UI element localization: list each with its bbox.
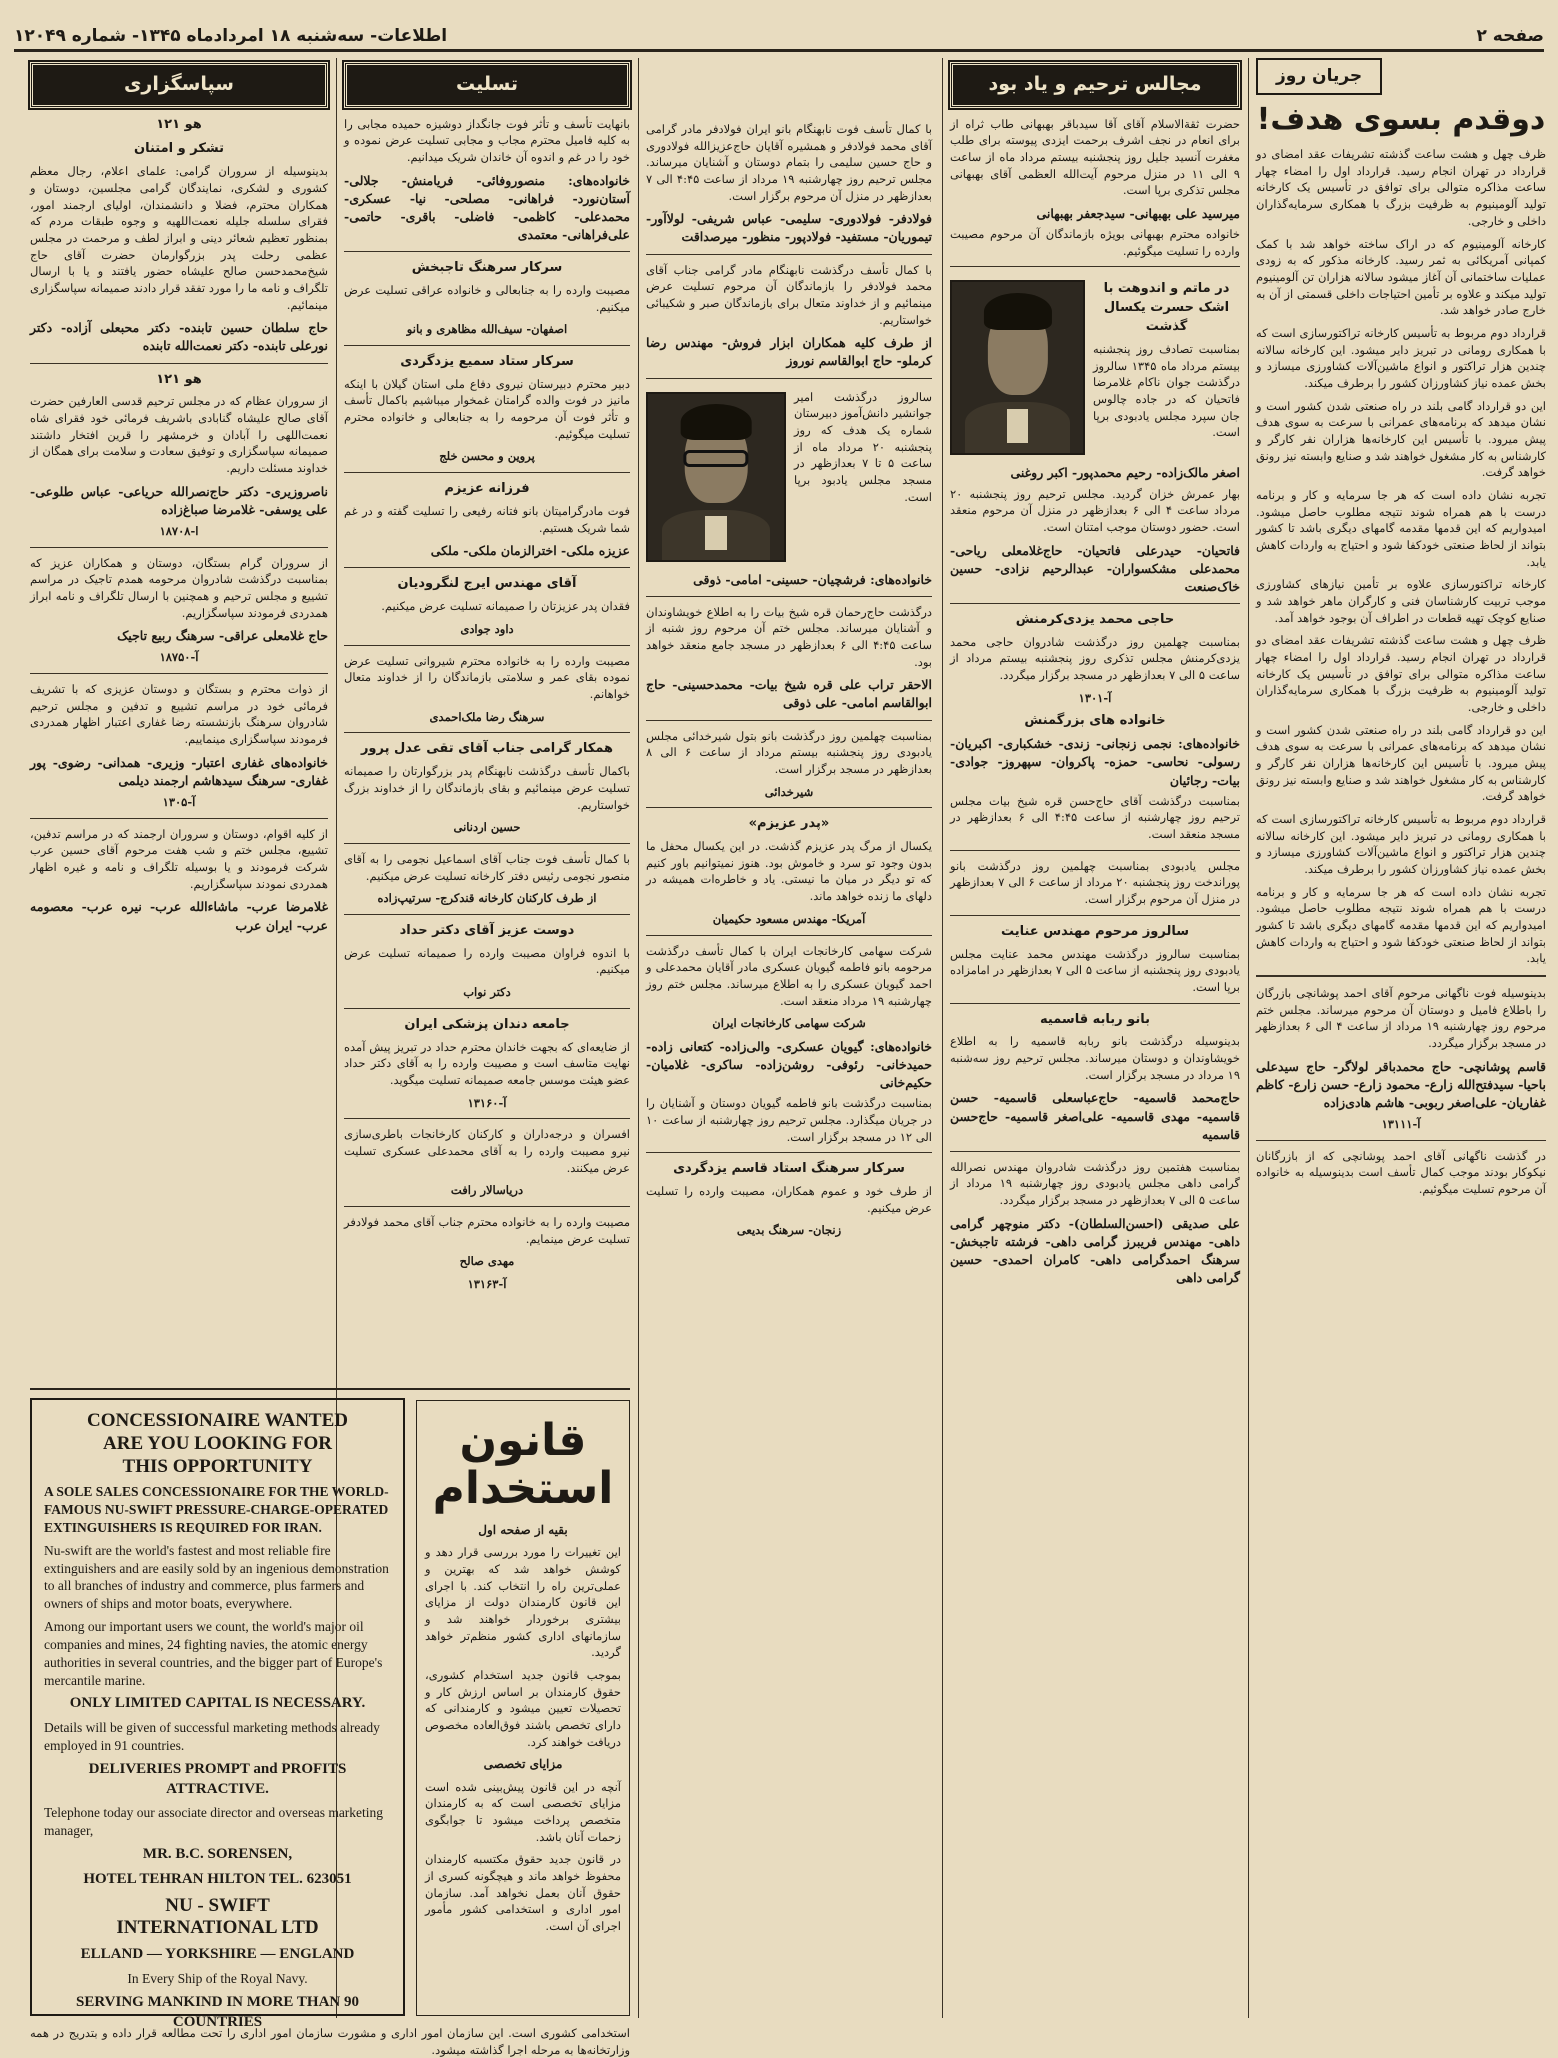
article-subheading: مزایای تخصصی — [483, 1757, 563, 1772]
notice-title: «پدر عزیزم» — [748, 816, 830, 832]
employment-law-article — [416, 1400, 630, 2016]
notice-paragraph: باکمال تأسف درگذشت نابهنگام پدر بزرگوارتان را صمیمانه تسلیت عرض مینمائیم و بقای بازماندگان را از خداوند بزرگ خواستاریم. — [344, 764, 630, 812]
notice-signature: از طرف کارکنان کارخانه قندکرج- سرتیپ‌زاده — [377, 891, 597, 906]
editorial-column — [1256, 58, 1546, 2028]
notice-signature: پروین و محسن خلج — [439, 449, 535, 464]
ad-paragraph: ONLY LIMITED CAPITAL IS NECESSARY. — [69, 1695, 366, 1712]
editorial-paragraph: کارخانه آلومینیوم که در اراک ساخته خواهد شد با کمک کمپانی آمریکائی به ثمر رسید. کارخانه مذکور که به زودی عملیات ساختمانی آن آغاز میشود سالانه هزاران تن آلومینیوم تولید میکند و علاوه بر تأمین احتیاجات داخلی قسمتی از آن به خارج صادر خواهد شد. — [1256, 236, 1546, 318]
notice-names: حاج سلطان حسین تابنده- دکتر محبعلی آزاده- دکتر نورعلی تابنده- دکتر نعمت‌الله تابنده — [30, 320, 328, 354]
notice-title: همکار گرامی جناب آقای تقی عدل پرور — [360, 741, 614, 757]
notice-title: سرکار سرهنگ استاد قاسم یزدگردی — [673, 1161, 905, 1177]
separator — [344, 251, 630, 252]
ad-paragraph: Details will be given of successful marketing methods already employed in 91 countries. — [44, 1720, 380, 1753]
separator — [30, 1388, 630, 1390]
notice-signature: شیرخدائی — [764, 784, 814, 799]
ad-address: ELLAND — YORKSHIRE — ENGLAND — [80, 1946, 355, 1963]
notice-title: جامعه دندان پزشکی ایران — [404, 1016, 570, 1032]
notice-paragraph: یکسال از مرگ پدر عزیزم گذشت. در این یکسال محفل ما بدون وجود تو سرد و خاموش بود. هنوز نمیتوانیم باور کنیم که تو دیگر در میان ما نیستی. یاد و خاطره‌ات همیشه در دلهای ما زنده خواهد ماند. — [646, 839, 932, 904]
editorial-paragraph: قرارداد دوم مربوط به تأسیس کارخانه تراکتورسازی است که با همکاری رومانی در تبریز دایر میشود. این کارخانه سالانه چندین هزار تراکتور و انواع ماشین‌آلات کشاورزی میسازد و بخش عمده نیاز کشاورزان کشور را برطرف میکند. — [1256, 812, 1546, 877]
article-title: قانون استخدام — [432, 1415, 614, 1515]
portrait-photo — [950, 280, 1085, 455]
notice-names: میرسید علی بهبهانی- سیدجعفر بهبهانی — [1036, 205, 1240, 221]
notice-signature: مهدی صالح — [459, 1254, 515, 1269]
notice-names: اصغر مالک‌زاده- رحیم محمدپور- اکبر روغنی — [1010, 465, 1240, 481]
ad-paragraph: Among our important users we count, the world's major oil companies and mines, 24 fighting navies, the atomic energy authorities in several countries, and the bigger part of Europe's mercantile marine. — [44, 1619, 383, 1688]
section-banner: تسلیت — [344, 62, 630, 108]
ad-paragraph: Telephone today our associate director and overseas marketing manager, — [44, 1805, 384, 1839]
notice-paragraph: بدینوسیله درگذشت بانو ربابه قاسمیه را به اطلاع خویشاوندان و دوستان میرساند. مجلس ترحیم روز سه‌شنبه ۱۹ مرداد در مسجد برگزار است. — [950, 1034, 1240, 1082]
editorial-paragraph: این دو قرارداد گامی بلند در راه صنعتی شدن کشور است و نشان میدهد که برنامه‌های عمرانی با سرعت به سوی هدف پیش میرود. با تأسیس این کارخانه‌ها هزاران نفر کارگر و کارشناس به کار مشغول خواهند شد و صنایع وابسته نیز رونق خواهد گرفت. — [1256, 398, 1546, 480]
notice-paragraph: بمناسبت چهلمین روز درگذشت بانو بتول شیرخدائی مجلس یادبودی روز پنجشنبه بیستم مرداد از ساعت ۶ الی ۸ بعدازظهر در مسجد برگزار است. — [646, 728, 932, 776]
notice-signature: اصفهان- سیف‌الله مظاهری و بانو — [406, 322, 568, 337]
notice-paragraph: از سروران عظام که در مجلس ترحیم قدسی العارفین حضرت آقای صالح علیشاه گنابادی باشریف فرمائی خود فقرای شاه نعمت‌اللهی را آبادان و خرمشهر را قرین افتخار داشتند صمیمانه سپاسگزاری و توفیق سعادت و سلامت برای همگان از خداوند مسئلت داریم. — [30, 394, 328, 476]
article-subtitle: بقیه از صفحه اول — [478, 1522, 568, 1537]
notice-names: از طرف کلیه همکاران ابزار فروش- مهندس رضا کرملو- حاج ابوالقاسم نوروز — [646, 335, 932, 369]
condolence-column — [344, 58, 630, 1378]
notice-signature: شرکت سهامی کارخانجات ایران — [712, 1016, 866, 1031]
notice-paragraph: مصیبت وارده را به خانواده محترم شیروانی تسلیت عرض نموده بقای عمر و سلامتی بازماندگان را از خداوند متعال خواهانم. — [344, 653, 630, 701]
separator — [950, 1151, 1240, 1152]
editorial-paragraph: ظرف چهل و هشت ساعت گذشته تشریفات عقد امضای دو قرارداد در تهران انجام رسید. قرارداد اول را امضاء چهار ساعت مذاکره متوالی برای توافق در تأسیس یک کارخانه تولید آلومینیوم به ظرفیت بزرگ با همکاری سرمایه‌گذاران داخلی و خارجی. — [1256, 633, 1546, 714]
page-number: صفحه ۲ — [1476, 25, 1544, 46]
notice-title: هو ۱۲۱ — [156, 371, 202, 387]
article-paragraph: آنچه در این قانون پیش‌بینی شده است مزایای تخصصی است که به کارمندان متخصص پرداخت میشود تا جوابگوی زحمات آنان باشد. — [425, 1779, 621, 1844]
notice-names: غلامرضا عرب- ماشاءالله عرب- نیره عرب- معصومه عرب- ایران عرب — [30, 899, 328, 933]
separator — [646, 1152, 932, 1153]
ad-headline: ARE YOU LOOKING FOR — [103, 1432, 332, 1454]
notice-names: قاسم پوشانچی- حاج محمدباقر لولاگر- حاج سیدعلی باحیا- سیدفتح‌الله زارع- محمود زارع- حسن زارع- کاظم غفاریان- علی‌اصغر ربوبی- هاشم هادی‌زاده — [1255, 1058, 1546, 1110]
editorial-headline: دوقدم بسوی هدف! — [1256, 101, 1546, 137]
notice-paragraph: مصیبت وارده را به جنابعالی و خانواده عراقی تسلیت عرض میکنیم. — [344, 282, 630, 314]
separator — [646, 720, 932, 721]
column-divider — [1248, 58, 1249, 2018]
notice-names: حاج‌محمد قاسمیه- حاج‌عباسعلی قاسمیه- حسن قاسمیه- مهدی قاسمیه- علی‌اصغر قاسمیه- حاج‌حسن قاسمیه — [950, 1090, 1240, 1142]
notice-paragraph: بانهایت تأسف و تأثر فوت جانگداز دوشیزه حمیده مجابی را به کلیه فامیل محترم مجاب و مجابی تسلیت عرض نموده و خود را در غم و اندوه آن خاندان شریک میدانیم. — [344, 116, 630, 164]
separator — [344, 567, 630, 568]
notice-names: عزیزه ملکی- اخترالزمان ملکی- ملکی — [430, 543, 630, 559]
notice-title: خانواده های بزرگمنش — [1024, 713, 1166, 729]
notice-title: بانو ربابه قاسمیه — [1040, 1011, 1150, 1027]
notice-title: حاجی محمد یزدی‌کرمنش — [1015, 611, 1175, 627]
notice-names: علی صدیقی (احسن‌السلطان)- دکتر منوچهر گرامی داهی- مهندس فریبرز گرامی داهی- فرشته تاجبخش- سرهنگ احمدگرامی داهی- کامران احمدی- حسین گرامی داهی — [950, 1215, 1240, 1286]
portrait-photo — [646, 392, 786, 562]
notice-names: ناصروزیری- دکتر حاج‌نصرالله حریاعی- عباس طلوعی- علی یوسفی- غلامرضا صباغ‌زاده — [30, 483, 328, 517]
ad-company: INTERNATIONAL LTD — [116, 1917, 319, 1939]
column-divider — [942, 58, 943, 2018]
concessionaire-ad — [30, 1398, 405, 2030]
separator — [344, 843, 630, 844]
notice-code: آ-۱۳۱۱۱ — [1381, 1117, 1421, 1132]
separator — [344, 645, 630, 646]
notice-title: در ماتم و اندوهت با اشک حسرت یکسال گذشت — [1103, 281, 1230, 335]
separator — [950, 850, 1240, 851]
notice-title: هو ۱۲۱ — [156, 116, 202, 132]
notice-paragraph: شرکت سهامی کارخانجات ایران با کمال تأسف درگذشت مرحومه بانو فاطمه گیویان عسکری مادر آقایان محمدعلی و احمد گیویان عسکری را به اطلاع میرساند. مجلس ختم روز چهارشنبه ۱۹ مرداد منعقد است. — [646, 943, 932, 1008]
separator — [344, 914, 630, 915]
ad-contact-name: MR. B.C. SORENSEN, — [142, 1845, 293, 1862]
ad-company: NU - SWIFT — [165, 1894, 270, 1916]
article-paragraph: این تغییرات را مورد بررسی قرار دهد و کوشش خواهد شد که بهترین و عملی‌ترین راه را انتخاب کند. با اجرای این قانون کارمندان دولت از مزایای بیشتری برخوردار خواهند شد و سازمانهای اداری کشور منظم‌تر خواهد گردید. — [425, 1545, 621, 1660]
notice-paragraph: فقدان پدر عزیزتان را صمیمانه تسلیت عرض میکنیم. — [381, 599, 630, 614]
notice-code: آ-۱۸۷۵۰ — [159, 650, 199, 665]
notice-paragraph: بدینوسیله فوت ناگهانی مرحوم آقای احمد پوشانچی بازرگان را باطلاع فامیل و دوستان آن مرحوم میرساند. مجلس ختم مرحوم روز چهارشنبه ۱۹ مرداد از ساعت ۴ الی ۶ بعدازظهر در مسجد برگزار میگردد. — [1256, 986, 1546, 1051]
notice-paragraph: با کمال تأسف فوت نابهنگام بانو ایران فولادفر مادر گرامی آقای محمد فولادفر و همشیره آقایان حاج‌عزیزالله فولادوری و حاج حسین سلیمی را بتمام دوستان و آشنایان میرساند. مجلس ترحیم روز چهارشنبه ۱۹ مرداد از ساعت ۴:۴۵ الی ۷ بعدازظهر در منزل آن مرحوم برگزار است. — [646, 122, 932, 203]
separator — [646, 254, 932, 255]
notice-names: خانواده‌های: منصوروفائی- فریامنش- جلالی- آستان‌نورد- فراهانی- مصلحی- نیا- عسکری- محمدعلی- کاظمی- فاضلی- باقری- حاتمی- علی‌فراهانی- معتمدی — [344, 172, 630, 242]
notice-signature: دریاسالار رافت — [450, 1183, 524, 1198]
separator — [344, 1008, 630, 1009]
editorial-paragraph: قرارداد دوم مربوط به تأسیس کارخانه تراکتورسازی است که با همکاری رومانی در تبریز دایر میشود. این کارخانه سالانه چندین هزار تراکتور و انواع ماشین‌آلات کشاورزی میسازد و بخش عمده نیاز کشاورزان کشور را برطرف میکند. — [1256, 325, 1546, 390]
notice-code: آ-۱۳۰۱ — [1078, 690, 1112, 705]
editorial-paragraph: این دو قرارداد گامی بلند در راه صنعتی شدن کشور است و نشان میدهد که برنامه‌های عمرانی با سرعت به سوی هدف پیش میرود. با تأسیس این کارخانه‌ها هزاران نفر کارگر و کارشناس به کار مشغول خواهند شد و صنایع وابسته نیز رونق خواهد گرفت. — [1256, 722, 1546, 804]
page-header — [14, 22, 1544, 52]
notice-code: آ-۱۳۱۶۳ — [467, 1276, 507, 1291]
separator — [950, 915, 1240, 916]
notice-title: دوست عزیز آقای دکتر حداد — [399, 922, 575, 938]
notice-title: سرکار سرهنگ تاجبخش — [411, 260, 563, 276]
notice-names: خانواده‌های: نجمی زنجانی- زندی- خشکباری- اکبریان- رسولی- نحاسی- حمزه- پاکروان- سپهروز- جوادی- بیات- رجائیان — [950, 736, 1240, 788]
notice-signature: سرهنگ رضا ملک‌احمدی — [429, 709, 545, 724]
issue-info: اطلاعات- سه‌شنبه ۱۸ امردادماه ۱۳۴۵- شماره ۱۲۰۴۹ — [14, 25, 448, 46]
ad-tagline: SERVING MANKIND IN MORE THAN 90 COUNTRIES — [76, 1993, 359, 2030]
notice-paragraph: بمناسبت هفتمین روز درگذشت شادروان مهندس نصرالله گرامی داهی مجلس یادبودی روز چهارشنبه ۱۹ مرداد از ساعت ۵ الی ۷ بعدازظهر در مسجد برگزار میگردد. — [950, 1159, 1240, 1208]
notice-paragraph: از کلیه اقوام، دوستان و سروران ارجمند که در مراسم تدفین، تشییع، مجلس ختم و شب هفت مرحوم آقای حسین عرب شرکت فرمودند و یا بوسیله تلگراف و نامه و غیره اظهار همدردی نمودند سپاسگزاریم. — [30, 826, 328, 891]
notice-paragraph: بمناسبت چهلمین روز درگذشت شادروان حاجی محمد یزدی‌کرمنش مجلس تذکری روز پنجشنبه بیستم مرداد از ساعت ۵ الی ۷ بعدازظهر در مسجد برگزار میگردد. — [950, 634, 1240, 683]
notice-paragraph: خانواده محترم بهبهانی بویژه بازماندگان آن مرحوم مصیبت وارده را تسلیت میگوئیم. — [950, 227, 1240, 258]
section-banner: سپاسگزاری — [30, 62, 328, 108]
notice-names: خانواده‌های غفاری اعتبار- وزیری- همدانی- رضوی- پور غفاری- سرهنگ سیدهاشم ارجمند دیلمی — [30, 754, 328, 788]
thanks-column — [30, 58, 328, 1388]
notice-title: تشکر و امتنان — [134, 141, 224, 157]
notice-names: الاحقر تراب علی قره شیخ بیات- محمدحسینی- حاج ابوالقاسم امامی- علی ذوقی — [646, 677, 932, 711]
article-paragraph: در قانون جدید حقوق مکتسبه کارمندان محفوظ خواهد ماند و هیچگونه کسری از حقوق آنان بعمل نخواهد آمد. سازمان امور اداری و استخدامی کشور مأمور اجرای آن است. — [425, 1852, 621, 1933]
notice-paragraph: از سروران گرام بستگان، دوستان و همکاران عزیز که بمناسبت درگذشت شادروان مرحومه همدم تاجیک در مراسم تشییع و مجلس ترحیم و همچنین با ارسال تلگراف و نامه ابراز همدردی فرمودند سپاسگزاریم. — [30, 555, 328, 620]
notice-paragraph: بهار عمرش خزان گردید. مجلس ترحیم روز پنجشنبه ۲۰ مرداد ساعت ۴ الی ۶ بعدازظهر در منزل آن مرحوم منعقد است. حضور دوستان موجب امتنان است. — [950, 486, 1240, 534]
separator — [950, 1003, 1240, 1004]
notice-names: فولادفر- فولادوری- سلیمی- عباس شریفی- لولاآور- تیموریان- مستفید- فولادپور- منظور- میرصداقت — [646, 211, 932, 245]
notice-code: آ-۱۳۱۶۰ — [467, 1095, 507, 1110]
separator — [30, 673, 328, 674]
notice-paragraph: سالروز درگذشت امیر جوانشیر دانش‌آموز دبیرستان شماره یک هدف که روز پنجشنبه ۲۰ مرداد ماه از ساعت ۵ تا ۷ بعدازظهر در مسجد مجلس یادبود برپا است. — [794, 389, 933, 504]
notice-title: آقای مهندس ایرج لنگرودیان — [397, 576, 577, 592]
notice-title: سالروز مرحوم مهندس عنایت — [1000, 923, 1190, 939]
ad-paragraph: A SOLE SALES CONCESSIONAIRE FOR THE WORLD-FAMOUS NU-SWIFT PRESSURE-CHARGE-OPERATED EXTINGUISHERS IS REQUIRED FOR IRAN. — [44, 1484, 389, 1536]
column-divider — [638, 58, 639, 2018]
separator — [646, 935, 932, 936]
notice-signature: دکتر نواب — [463, 985, 511, 1000]
ad-headline: THIS OPPORTUNITY — [122, 1455, 313, 1477]
notice-code: ا-۱۸۷۰۸ — [159, 523, 199, 538]
notice-paragraph: بمناسبت سالروز درگذشت مهندس محمد عنایت مجلس یادبودی روز پنجشنبه از ساعت ۵ الی ۷ بعدازظهر در امامزاده برپا است. — [950, 946, 1240, 994]
notice-paragraph: بدینوسیله از سروران گرامی: علمای اعلام، رجال معظم کشوری و لشکری، نمایندگان گرامی مجلسین، دوستان و همکاران محترم، فضلا و دانشمندان، اولیای ارجمند امور، فقرای سلسله جلیله نعمت‌اللهیه و وجوه طبقات مردم که بمنظور تعظیم شعائر دینی و ابراز لطف و مرحمت در مجلس عظمی رحلت پدر بزرگوارمان حضرت آقای حاج شیخ‌محمدحسن صالح علیشاه حضور یافتند و یا با ارسال تلگراف و نامه ما را مورد تفقد قرار دادند صمیمانه سپاسگزاری مینمائیم. — [30, 164, 328, 312]
separator — [344, 732, 630, 733]
notice-title: فرزانه عزیزم — [444, 481, 530, 497]
notice-code: آ-۱۳۰۵ — [162, 795, 196, 810]
notice-paragraph: از ضایعه‌ای که بجهت خاندان محترم حداد در تبریز پیش آمده نهایت متاسف است و مصیبت وارده را به آقای دکتر حداد عضو هیئت موسس جامعه صمیمانه تسلیت میگوید. — [344, 1039, 630, 1087]
notice-names: فاتحیان- حیدرعلی فاتحیان- حاج‌غلامعلی ریاحی- محمدعلی مشکسواران- عبدالرحیم نزادی- حسین خاک‌صنعت — [950, 542, 1240, 594]
separator — [344, 1206, 630, 1207]
notice-paragraph: درگذشت حاج‌رحمان قره شیخ بیات را به اطلاع خویشاوندان و آشنایان میرساند. مجلس ختم آن مرحوم روز شنبه از ساعت ۴:۴۵ الی ۶ بعدازظهر در مسجد جامع منعقد خواهد بود. — [646, 604, 932, 669]
separator — [30, 363, 328, 364]
notice-paragraph: افسران و درجه‌داران و کارکنان کارخانجات باطری‌سازی نیرو مصیبت وارده را به آقای محمدعلی عسکری تسلیت عرض میکنند. — [344, 1127, 630, 1175]
separator — [646, 596, 932, 597]
separator — [1256, 1140, 1546, 1141]
notice-paragraph: بمناسبت درگذشت بانو فاطمه گیویان دوستان و آشنایان را در جریان میگذارد. مجلس ترحیم روز چهارشنبه از ساعت ۱۰ الی ۱۲ در مسجد برگزار است. — [646, 1096, 932, 1144]
section-banner: مجالس ترحیم و یاد بود — [950, 62, 1240, 108]
separator — [30, 818, 328, 819]
notice-signature: داود جوادی — [460, 621, 514, 636]
notice-paragraph: مصیبت وارده را به خانواده محترم جناب آقای محمد فولادفر تسلیت عرض مینمایم. — [344, 1214, 630, 1246]
separator — [646, 378, 932, 379]
notice-signature: حسین اردنانی — [453, 820, 521, 835]
photo-notice — [950, 274, 1240, 461]
separator — [950, 603, 1240, 604]
separator — [344, 1118, 630, 1119]
ad-paragraph: DELIVERIES PROMPT and PROFITS ATTRACTIVE. — [88, 1760, 347, 1797]
bottom-strip — [30, 2022, 630, 2057]
separator — [646, 807, 932, 808]
notice-paragraph: با کمال تأسف درگذشت نابهنگام مادر گرامی جناب آقای محمد فولادفر را بازماندگان آن مرحوم تسلیت عرض مینمائیم و از خداوند متعال برای بازماندگان صبر و شکیبائی خواستاریم. — [646, 262, 932, 327]
notice-paragraph: با کمال تأسف فوت جناب آقای اسماعیل نجومی را به آقای منصور نجومی رئیس دفتر کارخانه تسلیت عرض میکنیم. — [344, 851, 630, 883]
notice-paragraph: مجلس یادبودی بمناسبت چهلمین روز درگذشت بانو پوراندخت روز پنجشنبه ۲۰ مرداد از ساعت ۶ الی ۷ بعدازظهر در منزل آن مرحوم برگزار است. — [950, 858, 1240, 906]
notice-paragraph: با اندوه فراوان مصیبت وارده را صمیمانه تسلیت عرض میکنیم. — [344, 945, 630, 977]
article-paragraph: استخدامی کشوری است. این سازمان امور اداری و مشورت سازمان امور اداری را تحت مطالعه قرار داده و بتدریج در همه وزارتخانه‌ها به مرحله اجرا گذاشته میشود. — [30, 2026, 630, 2057]
notice-names: خانواده‌های: گیویان عسکری- والی‌زاده- کتعانی زاده- حمیدخانی- رئوفی- روشن‌زاده- ساکری- غلامیان- حکیم‌خانی — [646, 1038, 932, 1091]
editorial-paragraph: تجربه نشان داده است که هر جا سرمایه و کار و برنامه درست با هم همراه شوند نتیجه مطلوب حاصل میشود. امیدواریم که این قدمها مقدمه گامهای دیگری باشد تا کشور بتواند از لحاظ صنعتی خودکفا شود و احتیاج به واردات کاهش یابد. — [1256, 884, 1546, 966]
notice-signature: آمریکا- مهندس مسعود حکیمیان — [712, 911, 866, 926]
notice-paragraph: از طرف خود و عموم همکاران، مصیبت وارده را تسلیت عرض میکنیم. — [646, 1184, 932, 1215]
section-box-title: جریان روز — [1256, 58, 1382, 95]
notice-paragraph: حضرت ثقة‌الاسلام آقای آقا سیدباقر بهبهانی طاب ثراه از برای انعام در نجف اشرف برحمت ایزدی پیوسته برای طلب مغفرت آنسید جلیل روز پنجشنبه بیستم مرداد ماه از ساعت ۹ الی ۱۱ در منزل مرحوم آیت‌الله العظمی آقای بهبهانی مجلس تذکری برپا است. — [950, 116, 1240, 198]
photo-notice — [646, 386, 932, 568]
ad-paragraph: In Every Ship of the Royal Navy. — [127, 1970, 308, 1986]
memorial-column-1 — [950, 58, 1240, 2028]
notice-paragraph: دبیر محترم دبیرستان نیروی دفاع ملی استان گیلان با اینکه مانیز در فوت والده گرامتان غمخوار میباشیم باکمال تأسف و تأثر فوت آن مرحومه را به جنابعالی و خانواده محترم تسلیت میگوئیم. — [344, 376, 630, 441]
notice-signature: زنجان- سرهنگ بدیعی — [736, 1223, 842, 1238]
ad-contact-phone: HOTEL TEHRAN HILTON TEL. 623051 — [83, 1870, 352, 1887]
editorial-paragraph: تجربه نشان داده است که هر جا سرمایه و کار و برنامه درست با هم همراه شوند نتیجه مطلوب حاصل میشود. امیدواریم که این قدمها مقدمه گامهای دیگری باشد تا کشور بتواند از لحاظ صنعتی خودکفا شود و احتیاج به واردات کاهش یابد. — [1256, 487, 1546, 569]
memorial-column-2 — [646, 58, 932, 2028]
notice-paragraph: بمناسبت درگذشت آقای حاج‌حسن قره شیخ بیات مجلس ترحیم روز چهارشنبه از ساعت ۴:۴۵ الی ۶ بعدازظهر در مسجد منعقد است. — [950, 793, 1240, 841]
article-paragraph: بموجب قانون جدید استخدام کشوری، حقوق کارمندان بر اساس ارزش کار و تحصیلات تعیین میشود و کارمندانی که دارای تخصص باشند فوق‌العاده مخصوص دریافت خواهند کرد. — [425, 1667, 621, 1749]
editorial-paragraph: ظرف چهل و هشت ساعت گذشته تشریفات عقد امضای دو قرارداد در تهران انجام رسید. قرارداد اول را امضاء چهار ساعت مذاکره متوالی برای توافق در تأسیس یک کارخانه تولید آلومینیوم به ظرفیت بزرگ با همکاری سرمایه‌گذاران داخلی و خارجی. — [1256, 147, 1546, 228]
separator — [1256, 975, 1546, 977]
notice-paragraph: بمناسبت تصادف روز پنجشنبه بیستم مرداد ماه ۱۳۴۵ سالروز درگذشت جوان ناکام غلامرضا فاتحیان که در جاده چالوس جان سپرد مجلس یادبودی برپا است. — [1093, 341, 1240, 440]
ad-paragraph: Nu-swift are the world's fastest and most reliable fire extinguishers and are easily sold by an ingenious demonstration to all branches of industry and commerce, plus farmers and owners of ships and motor boats, everywhere. — [44, 1542, 389, 1612]
editorial-paragraph: کارخانه تراکتورسازی علاوه بر تأمین نیازهای کشاورزی موجب تربیت کارشناسان فنی و کارگران ماهر خواهد شد و صنایع کوچک تهیه قطعات در اطراف آن بوجود خواهد آمد. — [1256, 577, 1546, 625]
separator — [344, 345, 630, 346]
separator — [30, 547, 328, 548]
separator — [950, 266, 1240, 267]
notice-names: خانواده‌های: فرشچیان- حسینی- امامی- ذوقی — [693, 571, 932, 587]
notice-paragraph: در گذشت ناگهانی آقای احمد پوشانچی که از بازرگانان نیکوکار بودند موجب کمال تأسف است بدینوسیله به خانواده آن مرحوم تسلیت میگوئیم. — [1256, 1148, 1546, 1197]
separator — [344, 472, 630, 473]
notice-title: سرکار ستاد سمیع یزدگردی — [400, 353, 574, 369]
notice-paragraph: فوت مادرگرامیتان بانو فتانه رفیعی را تسلیت گفته و در غم شما شریک هستیم. — [344, 503, 630, 535]
notice-paragraph: از ذوات محترم و بستگان و دوستان عزیزی که با تشریف فرمائی خود در مراسم تشییع و تدفین و مجلس ترحیم شادروان سرهنگ بازنشسته رضا غفاری اعتبار اظهار همدردی فرمودند سپاسگزاری مینماییم. — [30, 682, 328, 747]
ad-headline: CONCESSIONAIRE WANTED — [87, 1410, 348, 1431]
notice-names: حاج غلامعلی عراقی- سرهنگ ربیع تاجیک — [117, 628, 328, 644]
